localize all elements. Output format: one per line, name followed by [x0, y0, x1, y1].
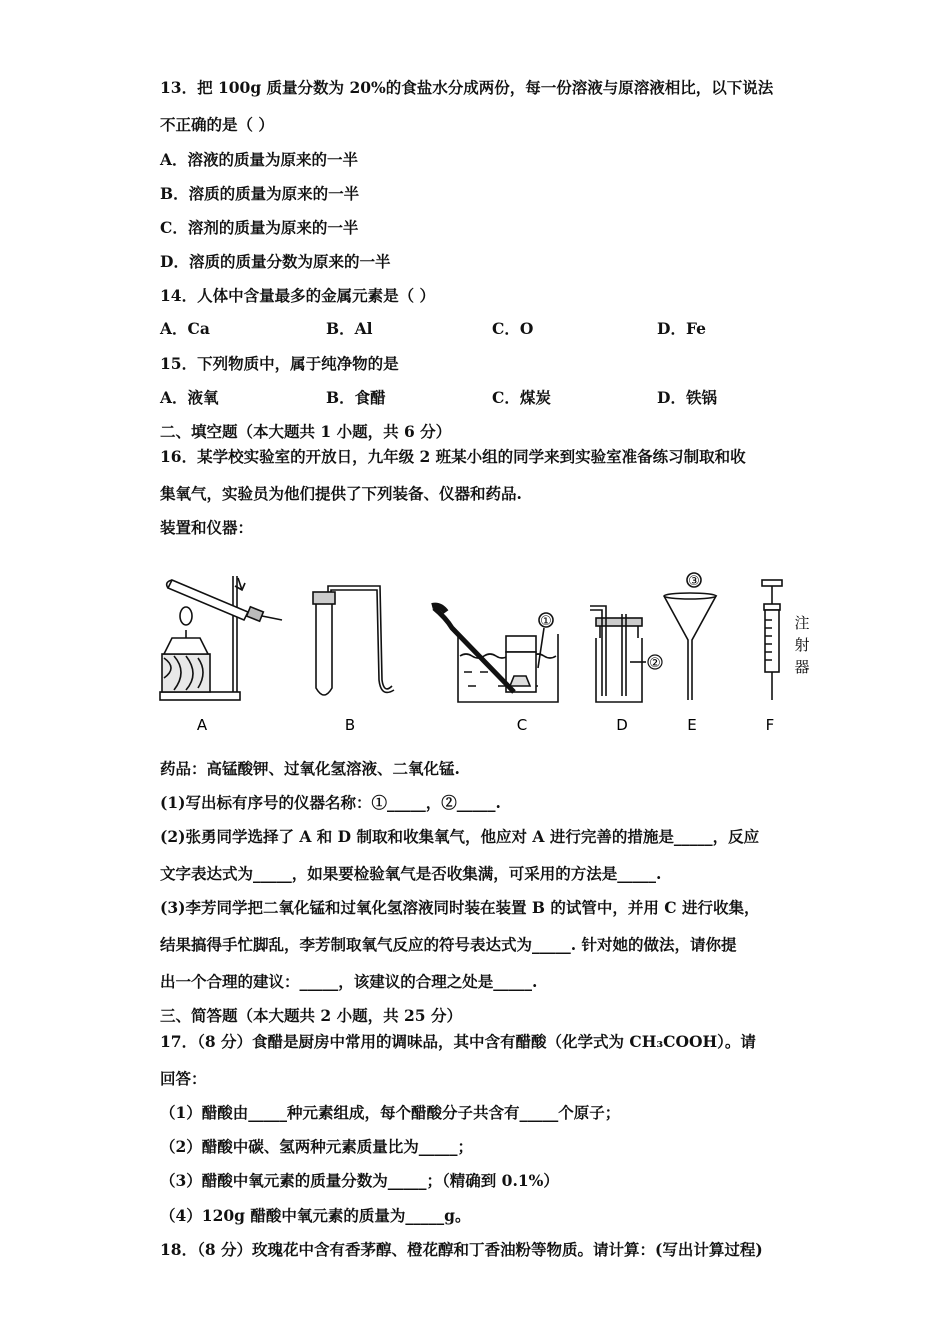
q15-option-d: D．铁锅	[657, 388, 717, 407]
section-three-heading: 三、简答题（本大题共 2 小题，共 25 分）	[160, 1006, 462, 1025]
q13-stem-line2: 不正确的是（ ）	[160, 115, 274, 134]
syringe-label-3: 器	[794, 658, 810, 676]
q16-part3-line3: 出一个合理的建议：_____，该建议的合理之处是_____.	[160, 972, 538, 991]
marker-2: ②	[649, 656, 661, 671]
apparatus-figure	[150, 568, 830, 734]
q16-stem-line2: 集氧气，实验员为他们提供了下列装备、仪器和药品.	[160, 484, 522, 503]
q16-part1: (1)写出标有序号的仪器名称：①_____，②_____.	[160, 793, 501, 812]
q14-option-a: A．Ca	[160, 319, 210, 338]
q13-option-c: C．溶剂的质量为原来的一半	[160, 218, 359, 237]
q17-stem-line2: 回答：	[160, 1069, 207, 1088]
q13-option-b: B．溶质的质量为原来的一半	[160, 184, 360, 203]
q16-reagents: 药品：高锰酸钾、过氧化氢溶液、二氧化锰.	[160, 759, 460, 778]
q16-part3-line1: (3)李芳同学把二氧化锰和过氧化氢溶液同时装在装置 B 的试管中，并用 C 进行收集，	[160, 898, 760, 917]
q16-apparatus-heading: 装置和仪器：	[160, 518, 254, 537]
syringe-label-1: 注	[794, 614, 810, 632]
q17-part3: （3）醋酸中氧元素的质量分数为_____；（精确到 0.1%）	[160, 1171, 559, 1190]
q13-stem-line1: 13．把 100g 质量分数为 20%的食盐水分成两份，每一份溶液与原溶液相比，以下说法	[160, 78, 774, 97]
section-two-heading: 二、填空题（本大题共 1 小题，共 6 分）	[160, 422, 452, 441]
q16-part2-line2: 文字表达式为_____，如果要检验氧气是否收集满，可采用的方法是_____.	[160, 864, 662, 883]
q14-stem: 14．人体中含量最多的金属元素是（ ）	[160, 286, 435, 305]
q14-option-d: D．Fe	[657, 319, 706, 338]
apparatus-b	[313, 586, 394, 695]
q13-option-a: A．溶液的质量为原来的一半	[160, 150, 359, 169]
q17-part2: （2）醋酸中碳、氢两种元素质量比为_____；	[160, 1137, 474, 1156]
q14-option-b: B．Al	[326, 319, 373, 338]
marker-1: ①	[540, 614, 552, 629]
syringe-label-2: 射	[794, 636, 810, 654]
label-e: E	[687, 716, 697, 734]
label-c: C	[516, 716, 528, 734]
apparatus-e	[664, 573, 716, 700]
q17-part1: （1）醋酸由_____种元素组成，每个醋酸分子共含有_____个原子；	[160, 1103, 621, 1122]
q17-stem-line1: 17．（8 分）食醋是厨房中常用的调味品，其中含有醋酸（化学式为 CH₃COOH）。请	[160, 1032, 756, 1051]
apparatus-a	[160, 576, 282, 700]
q17-part4: （4）120g 醋酸中氧元素的质量为_____g。	[160, 1206, 471, 1225]
marker-3: ③	[688, 574, 700, 589]
q15-option-a: A．液氧	[160, 388, 219, 407]
label-b: B	[344, 716, 356, 734]
q15-option-b: B．食醋	[326, 388, 386, 407]
q16-part2-line1: (2)张勇同学选择了 A 和 D 制取和收集氧气，他应对 A 进行完善的措施是_____，反应	[160, 827, 760, 846]
q15-option-c: C．煤炭	[492, 388, 551, 407]
q15-stem: 15．下列物质中，属于纯净物的是	[160, 354, 399, 373]
label-d: D	[616, 716, 628, 734]
q13-option-d: D．溶质的质量分数为原来的一半	[160, 252, 391, 271]
q16-stem-line1: 16．某学校实验室的开放日，九年级 2 班某小组的同学来到实验室准备练习制取和收	[160, 447, 746, 466]
label-a: A	[196, 716, 208, 734]
apparatus-f	[762, 580, 782, 700]
q16-part3-line2: 结果搞得手忙脚乱，李芳制取氧气反应的符号表达式为_____. 针对她的做法，请你提	[160, 935, 737, 954]
apparatus-c	[432, 606, 558, 702]
label-f: F	[765, 716, 775, 734]
q14-option-c: C．O	[492, 319, 534, 338]
apparatus-d	[590, 606, 646, 702]
q18-stem: 18．（8 分）玫瑰花中含有香茅醇、橙花醇和丁香油粉等物质。请计算：(写出计算过程)	[160, 1240, 763, 1259]
